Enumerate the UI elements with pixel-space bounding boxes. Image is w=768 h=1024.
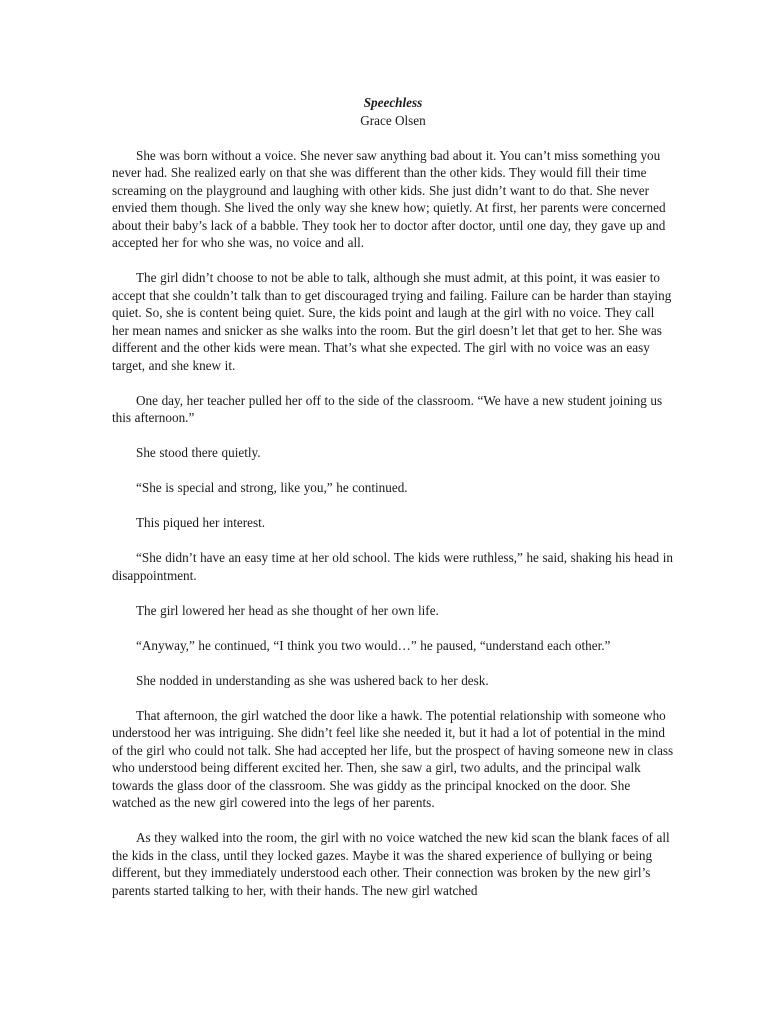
paragraph: This piqued her interest. — [136, 515, 266, 530]
paragraph: She stood there quietly. — [136, 445, 261, 460]
paragraph: She nodded in understanding as she was ushered back to her desk. — [136, 672, 489, 688]
document-body — [112, 94, 674, 917]
paragraph: “She is special and strong, like you,” he continued. — [136, 480, 408, 495]
paragraph: The girl didn’t choose to not be able to talk, although she must admit, at this point, it was easier to accept that she couldn’t talk than to get discouraged trying and failing. Failure can be harder than staying quiet. So, she is content being quiet. Sure, the kids point and laugh at the girl with no voice. They call her mean names and snicker as she walks into the room. But the girl doesn’t let that get to her. She was different and the other kids were mean. That’s what she expected. The girl with no voice was an easy target, and she knew it. — [112, 270, 672, 373]
story-title: Speechless — [363, 95, 423, 110]
paragraph: She was born without a voice. She never saw anything bad about it. You can’t miss something you never had. She realized early on that she was different than the other kids. They would fill their time screaming on the playground and laughing with other kids. She just didn’t want to do that. She never envied them though. She lived the only way she knew how; quietly. At first, her parents were concerned about their baby’s lack of a babble. They took her to doctor after doctor, until one day, they gave up and accepted her for who she was, no voice and all. — [112, 147, 666, 250]
paragraph: That afternoon, the girl watched the door like a hawk. The potential relationship with someone who understood her was intriguing. She didn’t feel like she needed it, but it had a lot of potential in the mind of the girl who could not talk. She had accepted her life, but the prospect of having someone new in class who understood being different excited her. Then, she saw a girl, two adults, and the principal walk towards the glass door of the classroom. She was giddy as the principal knocked on the door. She watched as the new girl cowered into the legs of her parents. — [112, 707, 674, 810]
paragraph: “She didn’t have an easy time at her old school. The kids were ruthless,” he said, shaking his head in disappointment. — [112, 550, 673, 583]
paragraph: As they walked into the room, the girl with no voice watched the new kid scan the blank faces of all the kids in the class, until they locked gazes. Maybe it was the shared experience of bullying or being different, but they immediately understood each other. Their connection was broken by the new girl’s parents started talking to her, with their hands. The new girl watched — [112, 830, 670, 898]
paragraph: “Anyway,” he continued, “I think you two would…” he paused, “understand each other.” — [136, 637, 611, 653]
story-author: Grace Olsen — [360, 112, 426, 128]
paragraph: One day, her teacher pulled her off to the side of the classroom. “We have a new student joining us this afternoon.” — [112, 392, 663, 425]
paragraph: The girl lowered her head as she thought of her own life. — [136, 602, 439, 618]
